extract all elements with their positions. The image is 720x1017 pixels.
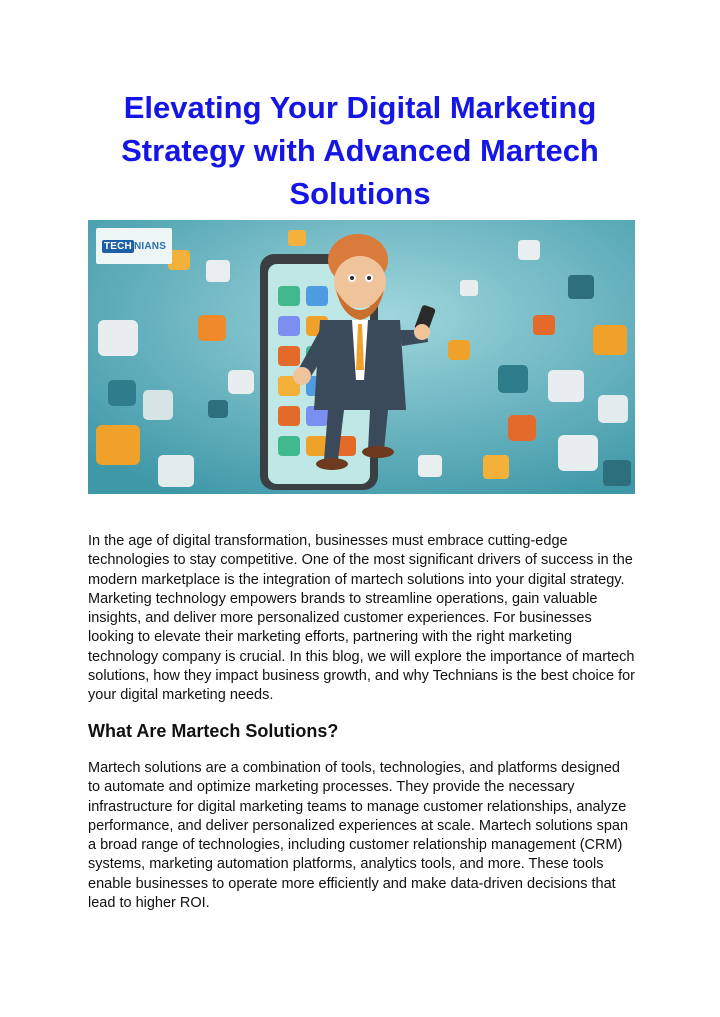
logo-text xyxy=(102,241,166,252)
logo-text-suffix: NIANS xyxy=(133,240,167,252)
logo-text-highlight: TECH xyxy=(103,240,132,252)
section-heading: What Are Martech Solutions? xyxy=(88,721,339,741)
hero-image xyxy=(88,220,635,494)
intro-paragraph: In the age of digital transformation, businesses must embrace cutting-edge technologies to stay competitive. One of the most significant drivers of success in the modern marketplace is the integration of martech solutions into your digital strategy. Marketing technology empowers brands to streamline operations, gain valuable insights, and deliver more personalized customer experiences. For businesses looking to elevate their marketing efforts, partnering with the right marketing technology company is crucial. In this blog, we will explore the importance of martech solutions, how they impact business growth, and why Technians is the best choice for your digital marketing needs. xyxy=(88,533,635,704)
technians-logo xyxy=(96,228,172,264)
page-title: Elevating Your Digital Marketing Strategy with Advanced Martech Solutions xyxy=(121,90,599,211)
section-paragraph: Martech solutions are a combination of tools, technologies, and platforms designed to automate and optimize marketing processes. They provide the necessary infrastructure for digital marketing teams to manage customer relationships, analyze performance, and deliver personalized experiences at scale. Martech solutions span a broad range of technologies, including customer relationship management (CRM) systems, marketing automation platforms, analytics tools, and more. These tools enable businesses to operate more efficiently and make data-driven decisions that lead to higher ROI. xyxy=(88,760,629,912)
